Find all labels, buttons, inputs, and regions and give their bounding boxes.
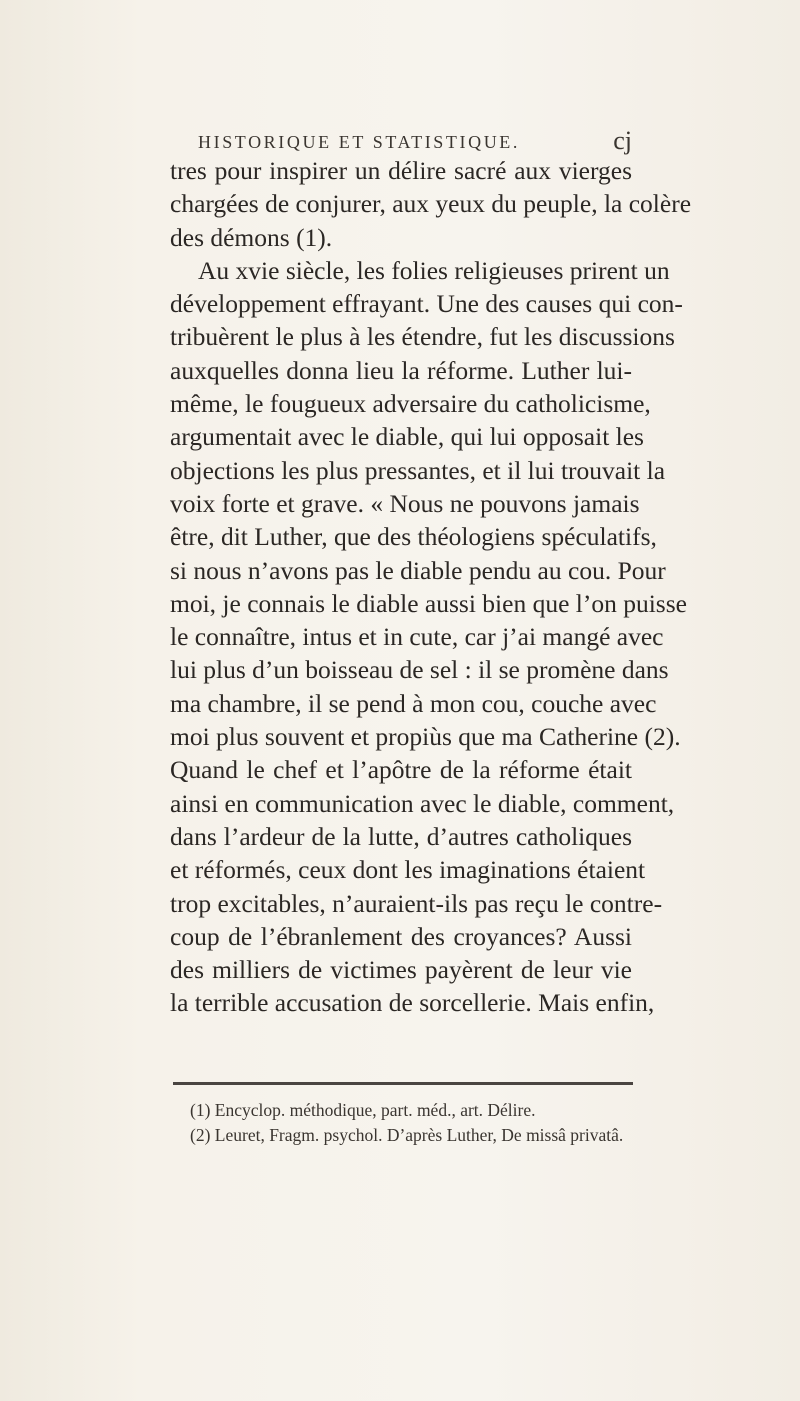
text-line: le connaître, intus et in cute, car j’ai mangé avec (170, 622, 664, 652)
footnote-1: (1) Encyclop. méthodique, part. méd., art. Délire. (190, 1100, 536, 1120)
text-line: ainsi en communication avec le diable, comment, (170, 788, 675, 818)
text-line: tres pour inspirer un délire sacré aux vierges (170, 156, 632, 185)
text-line: coup de l’ébranlement des croyances? Aussi (170, 921, 632, 951)
text-line: voix forte et grave. « Nous ne pouvons jamais (170, 488, 640, 518)
footnote-2: (2) Leuret, Fragm. psychol. D’après Luther, De missâ privatâ. (190, 1125, 624, 1145)
text-line: auxquelles donna lieu la réforme. Luther lui- (170, 355, 632, 385)
text-line: moi, je connais le diable aussi bien que l’on puisse (170, 588, 687, 618)
text-line: des démons (1). (170, 222, 333, 252)
text-line: Quand le chef et l’apôtre de la réforme était (170, 755, 632, 785)
text-line: être, dit Luther, que des théologiens spéculatifs, (170, 522, 657, 552)
text-line: lui plus d’un boisseau de sel : il se promène dans (170, 655, 669, 685)
text-line: la terrible accusation de sorcellerie. Mais enfin, (170, 988, 655, 1018)
text-line: tribuèrent le plus à les étendre, fut les discussions (170, 322, 675, 352)
text-line: même, le fougueux adversaire du catholicisme, (170, 389, 651, 419)
text-line: développement effrayant. Une des causes qui con- (170, 289, 683, 319)
text-line: objections les plus pressantes, et il lui trouvait la (170, 455, 666, 485)
footnotes (190, 1098, 640, 1148)
text-line: Au xvie siècle, les folies religieuses prirent un (198, 255, 670, 285)
text-line: ma chambre, il se pend à mon cou, couche avec (170, 688, 657, 718)
text-line: moi plus souvent et propiùs que ma Catherine (2). (170, 722, 681, 752)
running-head (170, 118, 632, 158)
page-folio: cj (613, 126, 632, 155)
text-line: et réformés, ceux dont les imaginations étaient (170, 855, 646, 885)
text-line: trop excitables, n’auraient-ils pas reçu le contre- (170, 888, 663, 918)
text-line: des milliers de victimes payèrent de leur vie (170, 955, 632, 985)
text-line: chargées de conjurer, aux yeux du peuple, la colère (170, 189, 692, 219)
text-line: dans l’ardeur de la lutte, d’autres catholiques (170, 821, 632, 851)
running-head-title: HISTORIQUE ET STATISTIQUE. (198, 132, 520, 152)
text-line: si nous n’avons pas le diable pendu au cou. Pour (170, 555, 666, 585)
footnote-rule (173, 1082, 633, 1085)
body-text (170, 154, 692, 1020)
text-line: argumentait avec le diable, qui lui opposait les (170, 422, 644, 452)
